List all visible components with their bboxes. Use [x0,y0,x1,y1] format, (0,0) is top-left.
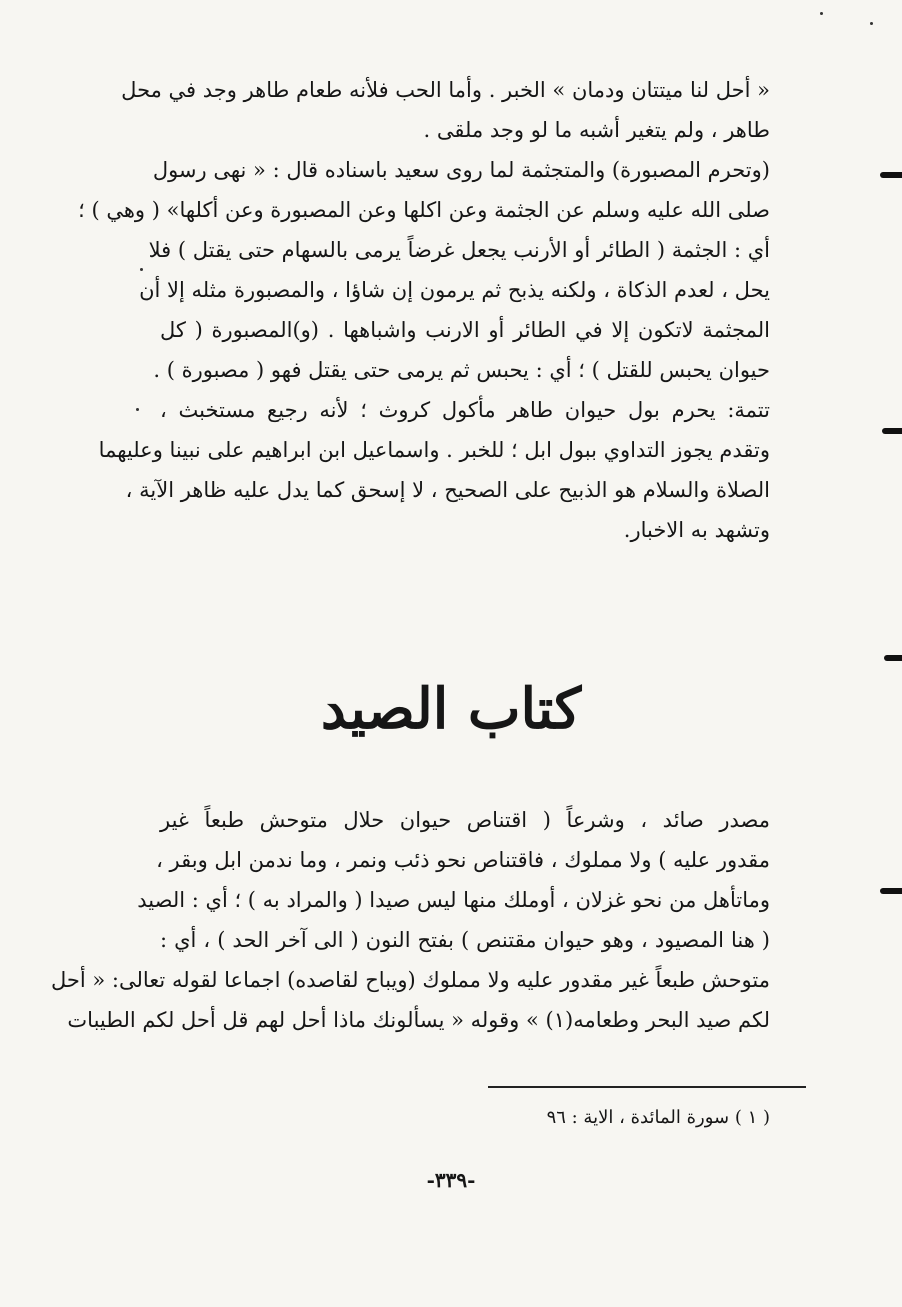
text-line: مقدور عليه ) ولا مملوك ، فاقتناص نحو ذئب ونمر ، وما ندمن ابل وبقر ، [156,848,770,872]
footnote-divider [488,1086,806,1088]
scan-edge-mark [880,172,902,178]
scan-speck [870,22,873,25]
text-line: صلى الله عليه وسلم عن الجثمة وعن اكلها وعن المصبورة وعن أكلها» ( وهي ) ؛ [78,198,770,222]
text-line: يحل ، لعدم الذكاة ، ولكنه يذبح ثم يرمون إن شاؤا ، والمصبورة مثله إلا أن [139,278,770,302]
text-line: وتشهد به الاخبار. [623,518,770,542]
paragraph-hadith [121,70,770,150]
text-line: لكم صيد البحر وطعامه(١) » وقوله « يسألونك ماذا أحل لهم قل أحل لكم الطيبات [67,1008,770,1032]
paragraph-musbura [78,150,770,390]
scan-edge-mark [880,888,902,894]
footnote: ( ١ ) سورة المائدة ، الاية : ٩٦ [546,1107,770,1128]
text-line: تتمة: يحرم بول حيوان طاهر مأكول كروث ؛ لأنه رجيع مستخبث ، [160,398,770,422]
text-line: وتقدم يجوز التداوي ببول ابل ؛ للخبر . واسماعيل ابن ابراهيم على نبينا وعليهما [98,438,770,462]
text-line: (وتحرم المصبورة) والمتجثمة لما روى سعيد باسناده قال : « نهى رسول [152,158,770,182]
bottom-text-block [51,800,770,1040]
text-line: طاهر ، ولم يتغير أشبه ما لو وجد ملقى . [423,118,770,142]
scan-speck [820,12,823,15]
text-line: وماتأهل من نحو غزلان ، أوملك منها ليس صيدا ( والمراد به ) ؛ أي : الصيد [137,888,770,912]
text-line: مصدر صائد ، وشرعاً ( اقتناص حيوان حلال متوحش طبعاً غير [160,808,770,832]
text-line: المجثمة لاتكون إلا في الطائر أو الارنب واشباهها . (و)المصبورة ( كل [160,318,770,342]
text-line: أي : الجثمة ( الطائر أو الأرنب يجعل غرضاً يرمى بالسهام حتى يقتل ) فلا [148,238,770,262]
section-title: كتاب الصيد [320,676,582,742]
scan-speck [136,408,139,411]
scan-edge-mark [884,655,902,661]
text-line: « أحل لنا ميتتان ودمان » الخبر . وأما الحب فلأنه طعام طاهر وجد في محل [121,78,770,102]
page-number: -٣٣٩- [426,1168,476,1192]
paragraph-tatimma [98,390,770,550]
text-line: متوحش طبعاً غير مقدور عليه ولا مملوك (ويباح لقاصده) اجماعا لقوله تعالى: « أحل [51,968,770,992]
text-line: حيوان يحبس للقتل ) ؛ أي : يحبس ثم يرمى حتى يقتل فهو ( مصبورة ) . [153,358,770,382]
text-line: ( هنا المصيود ، وهو حيوان مقتنص ) بفتح النون ( الى آخر الحد ) ، أي : [160,928,770,952]
top-text-block [78,70,770,550]
scan-edge-mark [882,428,902,434]
scan-speck [140,268,143,271]
text-line: الصلاة والسلام هو الذبيح على الصحيح ، لا إسحق كما يدل عليه ظاهر الآية ، [125,478,770,502]
